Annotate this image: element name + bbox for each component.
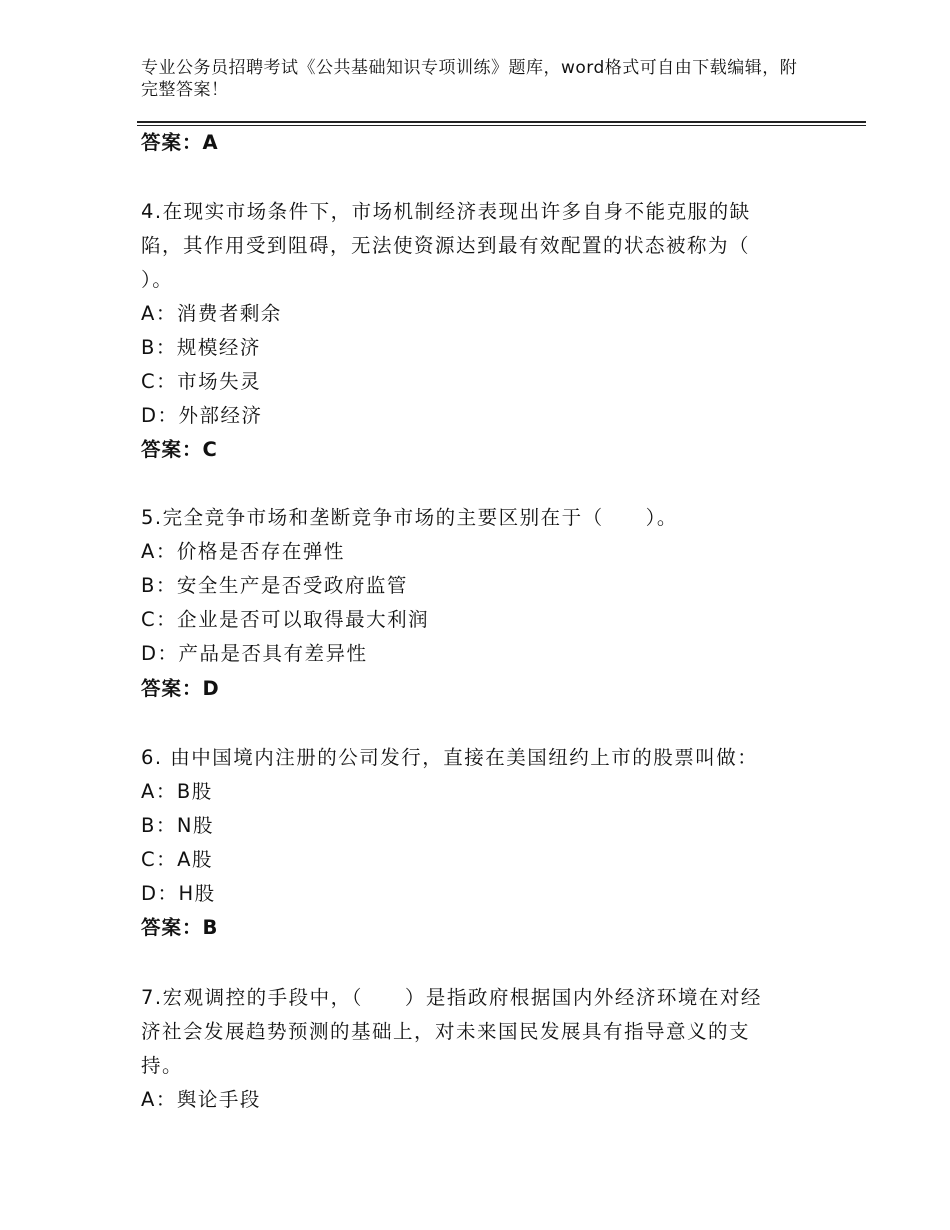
q4-stem-line-1: 4.在现实市场条件下，市场机制经济表现出许多自身不能克服的缺 [141,200,751,223]
q4-option-b: B：规模经济 [141,336,261,359]
q4-option-c: C：市场失灵 [141,370,262,393]
header-divider-thin [137,125,866,126]
q7-stem-line-2: 济社会发展趋势预测的基础上，对未来国民发展具有指导意义的支 [141,1020,751,1043]
q7-stem-line-1: 7.宏观调控的手段中，（ ）是指政府根据国内外经济环境在对经 [141,986,762,1009]
q5-stem-line-1: 5.完全竞争市场和垄断竞争市场的主要区别在于（ ）。 [141,506,678,529]
q6-option-d: D：H股 [141,882,216,905]
q7-option-a: A：舆论手段 [141,1088,261,1111]
header-divider [137,121,866,123]
q5-option-c: C：企业是否可以取得最大利润 [141,608,430,631]
q4-option-d: D：外部经济 [141,404,263,427]
q7-stem-line-3: 持。 [141,1054,184,1077]
q4-stem-line-2: 陷，其作用受到阻碍，无法使资源达到最有效配置的状态被称为（ [141,234,751,257]
q5-option-b: B：安全生产是否受政府监管 [141,574,408,597]
q5-answer: 答案：D [141,677,220,700]
answer-previous: 答案：A [141,131,219,154]
q6-option-c: C：A股 [141,848,213,871]
q5-option-a: A：价格是否存在弹性 [141,540,345,563]
q4-answer: 答案：C [141,438,218,461]
q5-option-d: D：产品是否具有差异性 [141,642,368,665]
q6-option-b: B：N股 [141,814,214,837]
q6-stem-line-1: 6. 由中国境内注册的公司发行，直接在美国纽约上市的股票叫做： [141,746,759,769]
q6-answer: 答案：B [141,916,219,939]
q4-stem-line-3: ）。 [141,268,174,291]
q4-option-a: A：消费者剩余 [141,302,282,325]
page-header: 专业公务员招聘考试《公共基础知识专项训练》题库，word格式可自由下载编辑，附完整答案！ [141,58,798,100]
q6-option-a: A：B股 [141,780,213,803]
